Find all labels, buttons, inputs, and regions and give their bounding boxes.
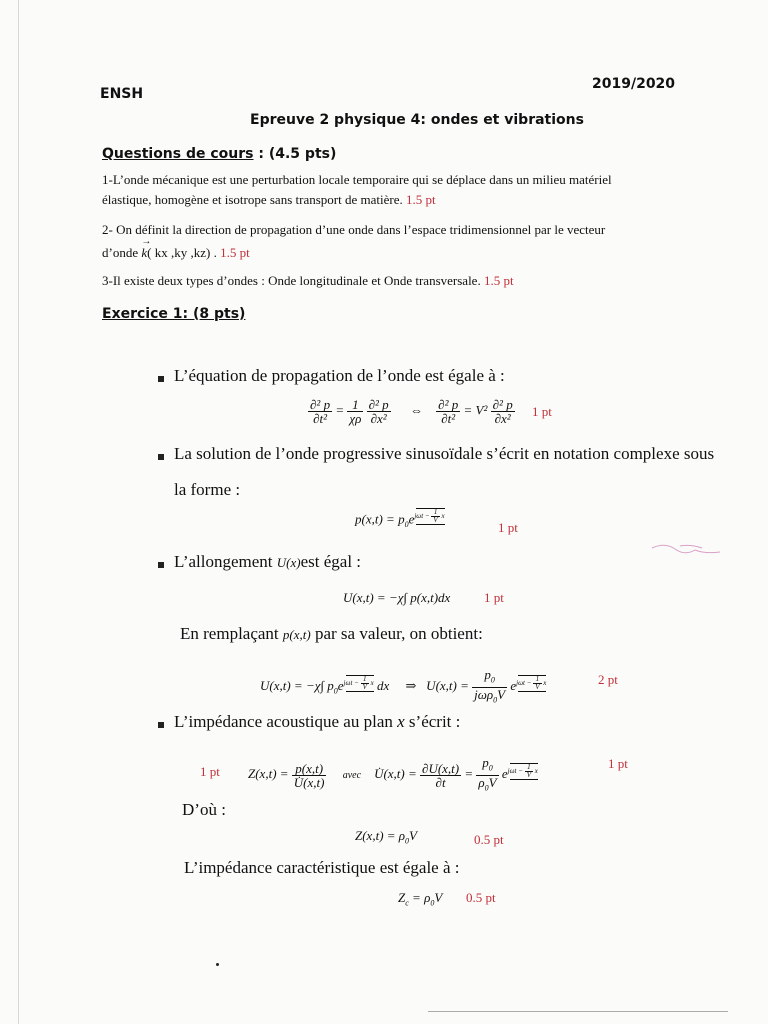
- cours-heading: [102, 146, 336, 162]
- impedance-result: $Z(x,t) = \rho_0V$: [355, 828, 417, 846]
- impedance-suffix: s’écrit :: [408, 712, 461, 731]
- bullet-3-result-points: 2 pt: [598, 672, 618, 687]
- page-edge-shadow: [18, 0, 19, 1024]
- question-1-text: élastique, homogène et isotrope sans transport de matière.: [102, 192, 403, 207]
- progressive-wave-solution: $p(x,t) = p_0e^{j\omega t - \frac{1}{V} x}$: [355, 508, 445, 530]
- bullet-1-points: 1 pt: [532, 404, 552, 419]
- cours-heading-points: : (4.5 pts): [258, 146, 337, 162]
- impedance-variable: x: [397, 712, 405, 731]
- school-name: ENSH: [100, 86, 144, 102]
- bullet-icon: [158, 722, 164, 728]
- elongation-result: U(x,t) = −χ∫ $p_0e^{j\omega t - \frac{1}{V} x}$ dx ⇒ U(x,t) = $\frac{p_0}{j\omega\rho_0V}$ $e^{j\omega t - \frac{1}{V} x}$: [260, 667, 547, 705]
- question-1-points: 1.5 pt: [405, 192, 436, 207]
- characteristic-impedance-points: 0.5 pt: [466, 890, 496, 905]
- impedance-right-points: 1 pt: [608, 756, 628, 771]
- question-3-text: 3-Il existe deux types d’ondes : Onde longitudinale et Onde transversale.: [102, 273, 481, 288]
- bottom-rule: [428, 1011, 728, 1012]
- elongation-intro: [174, 552, 361, 572]
- therefore-label: D’où :: [182, 800, 226, 819]
- question-2-points: 1.5 pt: [220, 245, 250, 260]
- bullet-icon: [158, 562, 164, 568]
- progressive-wave-line-1: La solution de l’onde progressive sinusoïdale s’écrit en notation complexe sous: [174, 444, 715, 463]
- wave-vector-symbol: → k: [141, 236, 152, 260]
- exercise-1-heading: Exercice 1: (8 pts): [102, 306, 246, 322]
- bullet-icon: [158, 454, 164, 460]
- elongation-suffix: est égal :: [300, 552, 362, 571]
- progressive-wave-line-2: la forme :: [174, 480, 241, 499]
- elongation-prefix: L’allongement: [174, 552, 273, 571]
- elongation-variable: U(x): [276, 555, 301, 570]
- question-2-prefix: d’onde: [102, 245, 139, 260]
- propagation-equation: $\frac{\text{∂² p}}{\text{∂t²}}$ = $\frac{1}{\chi\rho}$ $\frac{\text{∂² p}}{\text{∂x²}}$ ⇔ $\frac{\text{∂² p}}{\text{∂t²}}$ = V² $\frac{\text{∂² p}}{\text{∂x²}}$: [310, 397, 513, 426]
- question-3-points: 1.5 pt: [483, 273, 514, 288]
- replacement-intro: [180, 624, 483, 644]
- replacement-prefix: En remplaçant: [180, 624, 279, 643]
- propagation-equation-intro: L’équation de propagation de l’onde est égale à :: [174, 366, 505, 385]
- question-3: [102, 273, 514, 289]
- question-1-line-1: 1-L’onde mécanique est une perturbation locale temporaire qui se déplace dans un milieu matériel: [102, 172, 612, 187]
- impedance-equation: Z(x,t) = $\frac{p(x,t)}{U̇(x,t)}$ avec U̇(x,t) = $\frac{\partial U(x,t)}{\partial t}$ = $\frac{p_0}{\rho_0V}$ $e^{j\omega t - \frac{1}{V} x}$: [248, 755, 538, 793]
- exam-title: Epreuve 2 physique 4: ondes et vibrations: [250, 112, 584, 128]
- characteristic-impedance-equation: $Z_c = \rho_0V$: [398, 890, 443, 908]
- replacement-variable: p(x,t): [282, 627, 311, 642]
- impedance-left-points: 1 pt: [200, 764, 220, 779]
- question-2-line-1: 2- On définit la direction de propagation d’une onde dans l’espace tridimensionnel par le vecteur: [102, 222, 606, 237]
- impedance-prefix: L’impédance acoustique au plan: [174, 712, 393, 731]
- ink-dot: [216, 963, 219, 966]
- replacement-suffix: par sa valeur, on obtient:: [314, 624, 483, 643]
- cours-heading-label: Questions de cours: [102, 146, 254, 162]
- impedance-intro: [174, 712, 460, 732]
- academic-year: 2019/2020: [592, 76, 676, 92]
- vector-arrow-icon: →: [141, 236, 152, 247]
- question-2-line-2: [102, 236, 250, 261]
- avec-label: avec: [342, 770, 362, 782]
- wave-vector-components: ( kx ,ky ,kz) .: [147, 245, 217, 260]
- bullet-icon: [158, 376, 164, 382]
- bullet-3-points: 1 pt: [484, 590, 504, 605]
- pen-scribble: [650, 540, 730, 560]
- elongation-integral: U(x,t) = −χ∫ p(x,t)dx: [343, 590, 451, 605]
- characteristic-impedance-intro: L’impédance caractéristique est égale à :: [184, 858, 460, 877]
- impedance-result-points: 0.5 pt: [474, 832, 504, 847]
- question-1-line-2: [102, 192, 436, 208]
- bullet-2-points: 1 pt: [498, 520, 518, 535]
